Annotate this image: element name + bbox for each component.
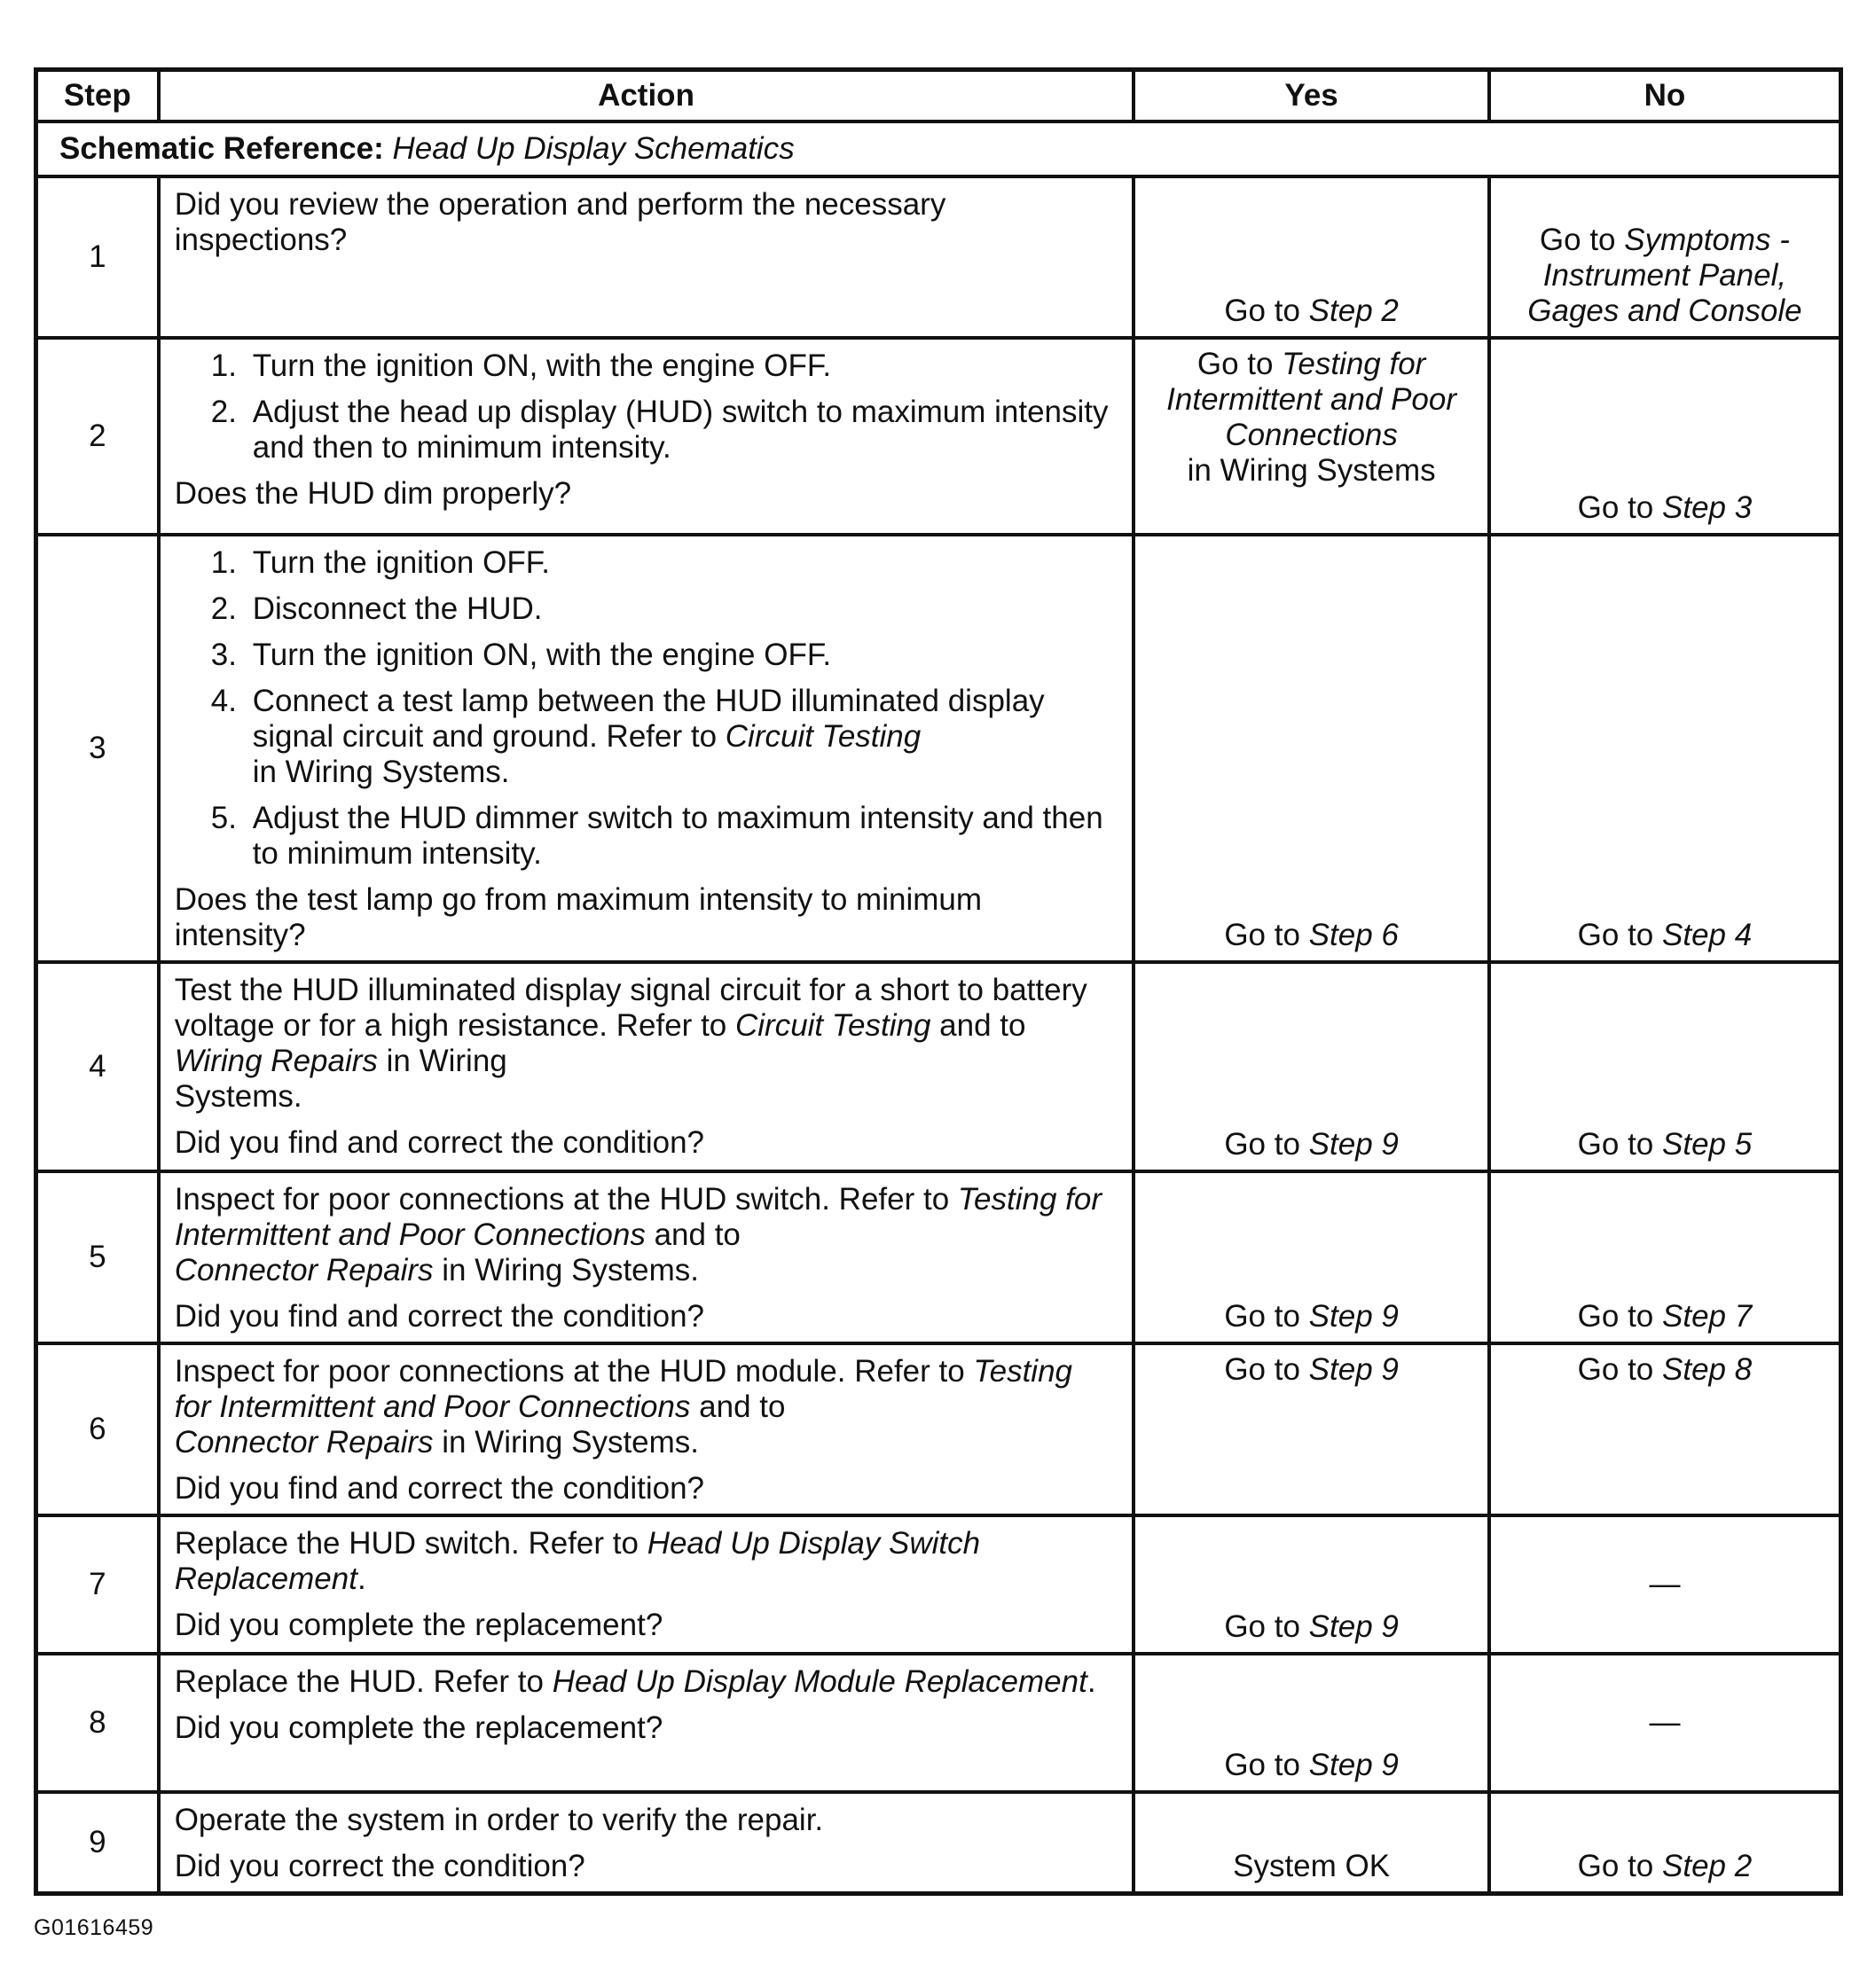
no-prefix: Go to bbox=[1539, 223, 1625, 257]
yes-suffix: in Wiring Systems bbox=[1187, 453, 1436, 488]
text-part: . bbox=[357, 1561, 366, 1596]
yes-link[interactable]: Step 9 bbox=[1308, 1748, 1399, 1782]
step-number: 4 bbox=[36, 962, 159, 1171]
step-number: 1 bbox=[36, 176, 159, 338]
no-prefix: Go to bbox=[1577, 490, 1662, 525]
no-cell bbox=[1489, 338, 1841, 535]
action-cell bbox=[159, 338, 1134, 535]
no-link[interactable]: Step 5 bbox=[1662, 1127, 1753, 1162]
yes-cell bbox=[1134, 176, 1489, 338]
yes-prefix: Go to bbox=[1196, 347, 1283, 381]
yes-prefix: Go to bbox=[1224, 918, 1309, 952]
text-part: in Wiring Systems. bbox=[433, 1253, 700, 1288]
step-number: 8 bbox=[36, 1654, 159, 1792]
question-text: Does the HUD dim properly? bbox=[174, 476, 572, 511]
step-number: 7 bbox=[36, 1515, 159, 1654]
action-text bbox=[175, 1182, 1115, 1288]
circuit-testing-link[interactable]: Circuit Testing bbox=[734, 1008, 931, 1043]
yes-cell bbox=[1134, 338, 1489, 535]
replacement-link[interactable]: Head Up Display Switch Replacement bbox=[174, 1526, 981, 1596]
connector-repairs-link[interactable]: Connector Repairs bbox=[174, 1253, 434, 1288]
no-link[interactable]: Step 3 bbox=[1662, 490, 1753, 525]
text-part: Inspect for poor connections at the HUD module. Refer to bbox=[174, 1354, 974, 1389]
procedure-list bbox=[175, 545, 1115, 872]
action-text bbox=[175, 973, 1115, 1115]
table-row bbox=[36, 1654, 1841, 1792]
item-text: in Wiring Systems. bbox=[252, 755, 510, 789]
no-link[interactable]: Step 7 bbox=[1662, 1299, 1753, 1334]
text-part: and to bbox=[645, 1217, 741, 1252]
question-text: Did you correct the condition? bbox=[174, 1849, 585, 1883]
action-cell bbox=[159, 962, 1134, 1171]
yes-cell bbox=[1134, 1343, 1489, 1515]
no-link[interactable]: Step 4 bbox=[1662, 918, 1753, 952]
no-prefix: Go to bbox=[1577, 1127, 1662, 1162]
list-item: 1. Turn the ignition ON, with the engine OFF. bbox=[246, 348, 1115, 384]
list-item: 5. Adjust the HUD dimmer switch to maximum intensity and then to minimum intensity. bbox=[246, 801, 1115, 872]
testing-link[interactable]: Testing for Intermittent and Poor Connections bbox=[174, 1354, 1073, 1424]
no-cell bbox=[1489, 535, 1841, 962]
header-yes: Yes bbox=[1134, 70, 1489, 122]
replacement-link[interactable]: Head Up Display Module Replacement bbox=[552, 1664, 1087, 1699]
testing-link[interactable]: Testing for Intermittent and Poor Connections bbox=[174, 1182, 1102, 1252]
diagnostic-table bbox=[34, 67, 1843, 1896]
header-step: Step bbox=[36, 70, 159, 122]
text-part: in Wiring bbox=[377, 1044, 507, 1078]
question-text: Did you find and correct the condition? bbox=[174, 1125, 705, 1160]
header-no: No bbox=[1489, 70, 1841, 122]
action-text: Operate the system in order to verify the repair. bbox=[174, 1803, 824, 1837]
step-number: 2 bbox=[36, 338, 159, 535]
list-item: 2. Disconnect the HUD. bbox=[246, 591, 1115, 627]
figure-code: G01616459 bbox=[34, 1915, 154, 1940]
yes-cell bbox=[1134, 962, 1489, 1171]
header-row bbox=[36, 70, 1841, 122]
table-row bbox=[36, 1515, 1841, 1654]
circuit-testing-link[interactable]: Circuit Testing bbox=[725, 719, 922, 754]
yes-prefix: Go to bbox=[1224, 1127, 1309, 1162]
yes-prefix: Go to bbox=[1224, 1352, 1309, 1387]
question-text: Did you find and correct the condition? bbox=[174, 1471, 705, 1506]
step-number: 5 bbox=[36, 1171, 159, 1343]
action-text: Did you review the operation and perform the necessary inspections? bbox=[174, 187, 946, 257]
no-link[interactable]: Step 8 bbox=[1662, 1352, 1753, 1387]
action-text bbox=[175, 1526, 1115, 1597]
no-prefix: Go to bbox=[1577, 1352, 1662, 1387]
no-prefix: Go to bbox=[1577, 918, 1662, 952]
table-row bbox=[36, 962, 1841, 1171]
no-cell bbox=[1489, 1343, 1841, 1515]
action-cell bbox=[159, 1343, 1134, 1515]
no-prefix: Go to bbox=[1577, 1849, 1662, 1883]
no-link[interactable]: Symptoms - Instrument Panel, Gages and Console bbox=[1527, 223, 1802, 328]
action-cell bbox=[159, 1654, 1134, 1792]
header-action: Action bbox=[159, 70, 1134, 122]
text-part: Systems. bbox=[174, 1079, 302, 1114]
action-text bbox=[175, 1664, 1115, 1700]
question-text: Did you complete the replacement? bbox=[174, 1710, 663, 1745]
yes-cell bbox=[1134, 1654, 1489, 1792]
step-number: 3 bbox=[36, 535, 159, 962]
table-row bbox=[36, 1792, 1841, 1894]
text-part: Test the HUD illuminated display signal circuit for a short to battery voltage or for a high resistance. Refer to bbox=[174, 973, 1087, 1043]
yes-prefix: Go to bbox=[1224, 1299, 1309, 1334]
no-cell bbox=[1489, 176, 1841, 338]
yes-link[interactable]: Step 9 bbox=[1308, 1609, 1399, 1644]
connector-repairs-link[interactable]: Connector Repairs bbox=[174, 1425, 434, 1460]
yes-link[interactable]: Step 2 bbox=[1308, 294, 1399, 328]
action-cell bbox=[159, 535, 1134, 962]
yes-cell: System OK bbox=[1134, 1792, 1489, 1894]
text-part: Replace the HUD switch. Refer to bbox=[174, 1526, 647, 1561]
no-cell bbox=[1489, 962, 1841, 1171]
table-row bbox=[36, 338, 1841, 535]
item-text: Connect a test lamp between the HUD illuminated display signal circuit and ground. Refer to bbox=[252, 684, 1045, 754]
procedure-list bbox=[175, 348, 1115, 466]
yes-link[interactable]: Step 9 bbox=[1308, 1127, 1399, 1162]
yes-prefix: Go to bbox=[1224, 1609, 1309, 1644]
list-item: 1. Turn the ignition OFF. bbox=[246, 545, 1115, 581]
text-part: and to bbox=[930, 1008, 1026, 1043]
no-cell: — bbox=[1489, 1515, 1841, 1654]
yes-cell bbox=[1134, 1515, 1489, 1654]
action-cell bbox=[159, 1792, 1134, 1894]
no-cell bbox=[1489, 1792, 1841, 1894]
list-item bbox=[246, 684, 1115, 790]
text-part: Inspect for poor connections at the HUD switch. Refer to bbox=[174, 1182, 958, 1217]
table-row bbox=[36, 535, 1841, 962]
action-cell bbox=[159, 176, 1134, 338]
text-part: and to bbox=[690, 1389, 786, 1424]
no-prefix: Go to bbox=[1577, 1299, 1662, 1334]
question-text: Does the test lamp go from maximum intensity to minimum intensity? bbox=[174, 882, 982, 952]
no-link[interactable]: Step 2 bbox=[1662, 1849, 1753, 1883]
text-part: Replace the HUD. Refer to bbox=[174, 1664, 553, 1699]
question-text: Did you find and correct the condition? bbox=[174, 1299, 705, 1334]
yes-link[interactable]: Step 6 bbox=[1308, 918, 1399, 952]
step-number: 6 bbox=[36, 1343, 159, 1515]
wiring-repairs-link[interactable]: Wiring Repairs bbox=[174, 1044, 378, 1078]
yes-link[interactable]: Testing for Intermittent and Poor Connections bbox=[1166, 347, 1457, 452]
text-part: . bbox=[1087, 1664, 1096, 1699]
question-text: Did you complete the replacement? bbox=[174, 1608, 663, 1642]
action-cell bbox=[159, 1515, 1134, 1654]
table-row bbox=[36, 1171, 1841, 1343]
reference-label: Schematic Reference: bbox=[59, 131, 384, 166]
action-text bbox=[175, 1354, 1115, 1460]
list-item: 3. Turn the ignition ON, with the engine OFF. bbox=[246, 638, 1115, 673]
table-row bbox=[36, 1343, 1841, 1515]
step-number: 9 bbox=[36, 1792, 159, 1894]
yes-cell bbox=[1134, 535, 1489, 962]
no-cell: — bbox=[1489, 1654, 1841, 1792]
yes-prefix: Go to bbox=[1224, 294, 1309, 328]
yes-link[interactable]: Step 9 bbox=[1308, 1299, 1399, 1334]
yes-prefix: Go to bbox=[1224, 1748, 1309, 1782]
action-cell bbox=[159, 1171, 1134, 1343]
text-part: in Wiring Systems. bbox=[433, 1425, 700, 1460]
schematic-reference bbox=[36, 121, 1841, 176]
yes-cell bbox=[1134, 1171, 1489, 1343]
no-cell bbox=[1489, 1171, 1841, 1343]
table-row bbox=[36, 176, 1841, 338]
schematic-reference-row bbox=[36, 121, 1841, 176]
reference-link[interactable]: Head Up Display Schematics bbox=[392, 131, 795, 166]
yes-link[interactable]: Step 9 bbox=[1308, 1352, 1399, 1387]
list-item: 2. Adjust the head up display (HUD) switch to maximum intensity and then to minimum intensity. bbox=[246, 395, 1115, 466]
